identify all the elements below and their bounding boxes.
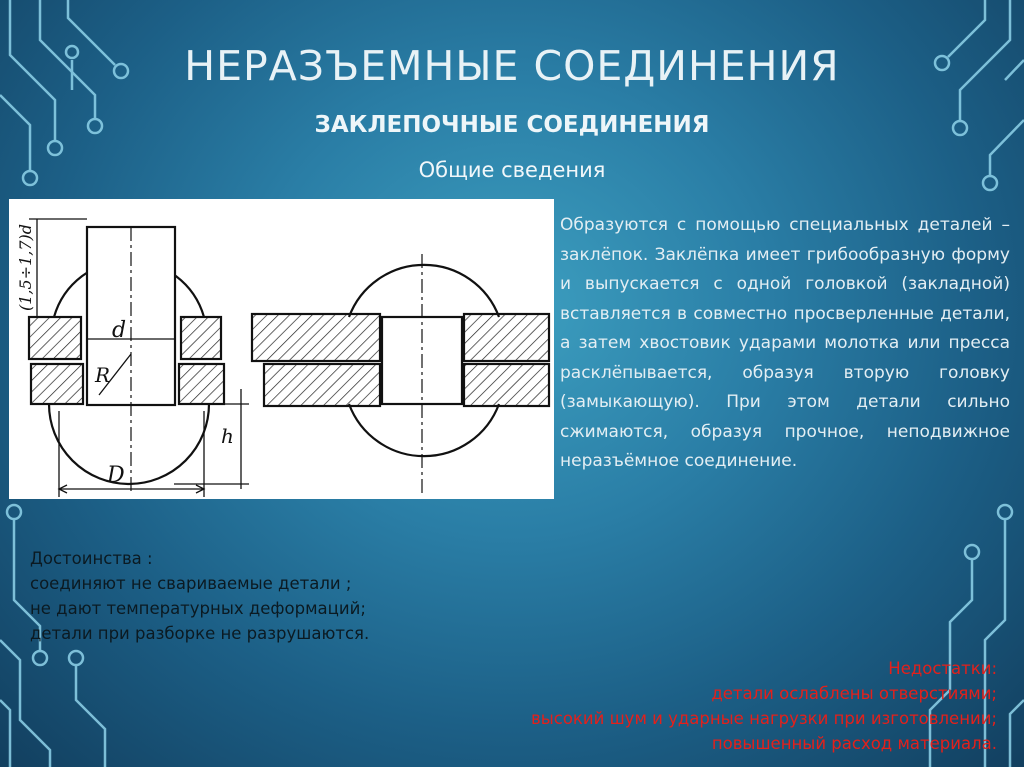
disadvantage-item: повышенный расход материала. [711, 734, 997, 753]
plate-right-lower [179, 364, 224, 404]
advantage-item: не дают температурных деформаций; [30, 599, 366, 618]
head-arc-bottom-right [349, 404, 499, 456]
advantages-block [30, 546, 450, 646]
description-paragraph: Образуются с помощью специальных деталей – заклёпок. Заклёпка имеет грибообразную форму и выпускается с одной головкой (закладной) вставляется в совместно просверленные детали, а затем хвостовик ударами молотка или пресса расклёпывается, образуя вторую головку (замыкающую). При этом детали сильно сжимаются, образуя прочное, неподвижное неразъёмное соединение. [560, 215, 1010, 471]
disadvantages-block [297, 656, 997, 756]
plate-right-upper [181, 317, 221, 359]
head-arc-top-right [349, 265, 499, 317]
plate-left-lower [31, 364, 83, 404]
dim-label-d: d [112, 318, 127, 343]
plate-right-view-upper-left [252, 314, 380, 361]
plate-right-view-upper-right [464, 314, 549, 361]
dim-label-r: R [95, 363, 111, 387]
dim-label-h: h [221, 424, 234, 448]
dim-label-left: (1,5÷1,7)d [16, 223, 35, 311]
plate-right-view-lower-right [464, 364, 549, 406]
disadvantage-item: детали ослаблены отверстиями; [711, 684, 997, 703]
dim-label-D: D [107, 463, 125, 488]
disadvantages-heading: Недостатки: [888, 659, 997, 678]
advantage-item: соединяют не свариваемые детали ; [30, 574, 352, 593]
section-heading: Общие сведения [418, 158, 606, 182]
advantages-heading: Достоинства : [30, 549, 153, 568]
disadvantage-item: высокий шум и ударные нагрузки при изготовлении; [531, 709, 997, 728]
rivet-drawing [9, 199, 554, 499]
rivet-drawing-svg [9, 199, 554, 499]
advantage-item: детали при разборке не разрушаются. [30, 624, 370, 643]
page-subtitle: ЗАКЛЕПОЧНЫЕ СОЕДИНЕНИЯ [314, 112, 710, 138]
head-arc-bottom-left [49, 404, 209, 484]
page-title: НЕРАЗЪЕМНЫЕ СОЕДИНЕНИЯ [184, 42, 840, 90]
plate-left-upper [29, 317, 81, 359]
plate-right-view-lower-left [264, 364, 380, 406]
